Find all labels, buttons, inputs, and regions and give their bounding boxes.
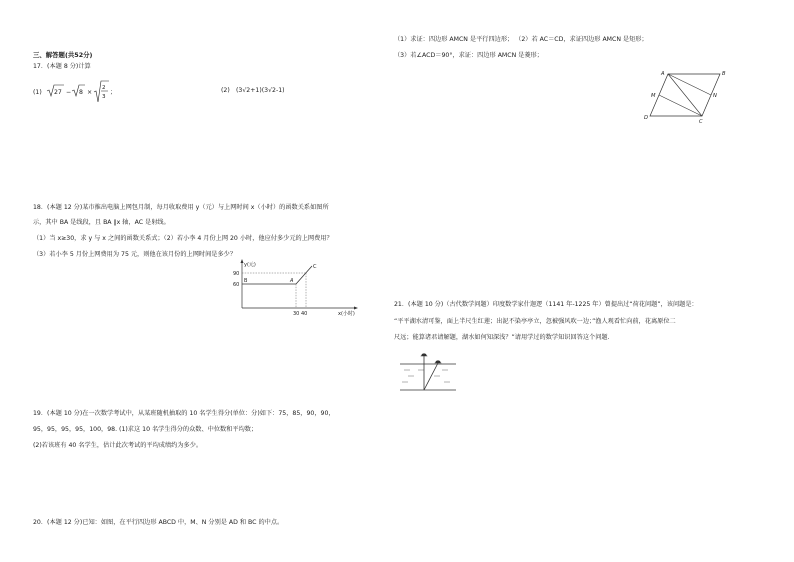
q19-line2: 95，95，95，95，100，98. (1)求这 10 名学生得分的众数、中位数和平均数； (33, 426, 258, 433)
q17-part1-formula (33, 80, 143, 106)
q21-line1: 21．(本题 10 分)（古代数学问题）印度数学家什迦逻（1141 年-1225 年）曾提出过“荷花问题”，该问题是： (394, 301, 698, 308)
q20-label-b: B (722, 71, 726, 77)
q19-line3: (2)若该班有 40 名学生，估计此次考试的平均成绩约为多少。 (33, 442, 203, 449)
q20-parallelogram-figure (640, 66, 730, 124)
q17-p1-frac-den: 3 (102, 94, 106, 100)
q18-point-a: A (290, 278, 294, 284)
q21-lotus-figure (398, 350, 460, 396)
q18-y-tick-60: 60 (233, 282, 240, 288)
q17-p1-label: (1) (33, 89, 42, 96)
q18-x-tick-40: 40 (301, 311, 308, 317)
q18-y-axis-label: y(元) (244, 262, 256, 268)
q18-y-tick-90: 90 (233, 271, 240, 277)
q20-label-a: A (661, 71, 665, 77)
q18-line4: （3）若小李 5 月份上网费用为 75 元，则他在该月份的上网时间是多少？ (33, 251, 237, 258)
q17-header: 17．(本题 8 分)计算 (33, 63, 91, 70)
q17-p2-label: (2) (221, 87, 230, 94)
q20-label-n: N (713, 93, 717, 99)
svg-text:×: × (87, 89, 93, 96)
q17-part1 (33, 80, 143, 106)
q18-x-tick-30: 30 (293, 311, 300, 317)
q20-sub1: （1）求证：四边形 AMCN 是平行四边形； （2）若 AC＝CD，求证四边形 AMCN 是矩形； (394, 36, 648, 43)
q18-x-axis-label: x(小时) (338, 311, 355, 317)
q18-line3: （1）当 x≥30，求 y 与 x 之间的函数关系式；（2）若小李 4 月份上网 20 小时，他应付多少元的上网费用？ (33, 235, 333, 242)
q17-p1-frac-num: 2 (102, 85, 106, 91)
q18-point-c: C (313, 264, 317, 270)
q20-line1: 20．(本题 12 分)已知：如图，在平行四边形 ABCD 中，M、N 分别是 AD 和 BC 的中点。 (33, 519, 284, 526)
q18-line1: 18．(本题 12 分)某市推出电脑上网包月制，每月收取费用 y（元）与上网时间 x（小时）的函数关系如图所 (33, 204, 329, 211)
q18-line2: 示，其中 BA 是线段，且 BA ∥x 轴，AC 是射线。 (33, 219, 170, 226)
q17-p1-tail: ； (110, 89, 117, 96)
q21-line2: “平平湖水清可鉴，面上半尺生红莲；出泥不染亭亭立，忽被强风吹一边；”渔人观看忙向前，花离原位二 (394, 318, 676, 325)
q20-label-m: M (651, 93, 656, 99)
q17-p2-expr: (3√2+1)(3√2-1) (236, 87, 285, 94)
section-title: 三、解答题(共52分) (33, 51, 93, 59)
q19-line1: 19．(本题 10 分)在一次数学考试中，从某班随机抽取的 10 名学生得分(单位：分)如下：75，85，90，90， (33, 410, 335, 417)
q18-graph (230, 258, 365, 318)
q17-p1-radical-b: 8 (79, 89, 83, 96)
q20-sub3: （3）若∠ACD＝90°，求证：四边形 AMCN 是菱形； (394, 52, 543, 59)
svg-text:−: − (66, 89, 72, 96)
q20-label-d: D (644, 115, 648, 121)
q20-label-c: C (699, 119, 703, 124)
q21-line3: 尺远；能算诸君请解题，湖水如何知深浅？”请用学过的数学知识回答这个问题. (394, 334, 610, 341)
q17-p1-radical-a: 27 (54, 89, 62, 96)
q18-point-b: B (244, 278, 248, 284)
